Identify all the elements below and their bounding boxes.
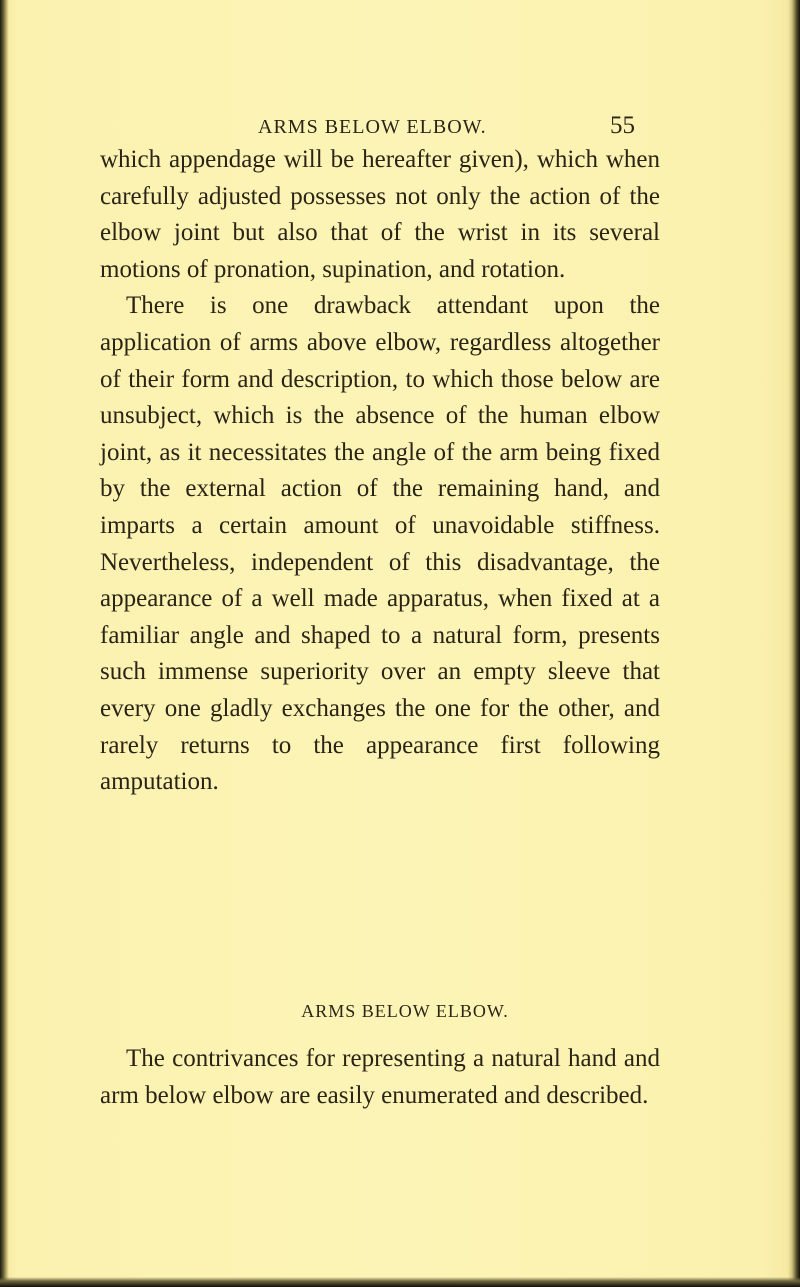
page-left-edge [0, 0, 9, 1287]
page-header [0, 112, 800, 144]
paragraph-drawback: There is one drawback attendant upon the application of arms above elbow, regardless altogether of their form and description, to which those below are unsubject, which is the absence of the human elbow joint, as it necessitates the angle of the arm being fixed by the external action of the remaining hand, and imparts a certain amount of unavoidable stiffness. Nevertheless, independent of this disadvantage, the appearance of a well made apparatus, when fixed at a familiar angle and shaped to a natural form, presents such immense superiority over an empty sleeve that every one gladly exchanges the one for the other, and rarely returns to the appearance first following amputation. [100, 292, 660, 796]
paragraph-continuation: which appendage will be hereafter given), which when carefully adjusted possesses not only the action of the elbow joint but also that of the wrist in its several motions of pronation, supination, and rotation. [100, 146, 660, 283]
body-text [100, 142, 660, 801]
section-paragraph: The contrivances for representing a natural hand and arm below elbow are easily enumerated and described. [100, 1045, 660, 1109]
section-heading: ARMS BELOW ELBOW. [301, 1001, 509, 1021]
page-right-edge [788, 0, 800, 1287]
running-head: ARMS BELOW ELBOW. [258, 116, 487, 138]
page-number: 55 [610, 112, 635, 139]
section-text [100, 1041, 660, 1114]
page-bottom-edge [0, 1277, 800, 1287]
